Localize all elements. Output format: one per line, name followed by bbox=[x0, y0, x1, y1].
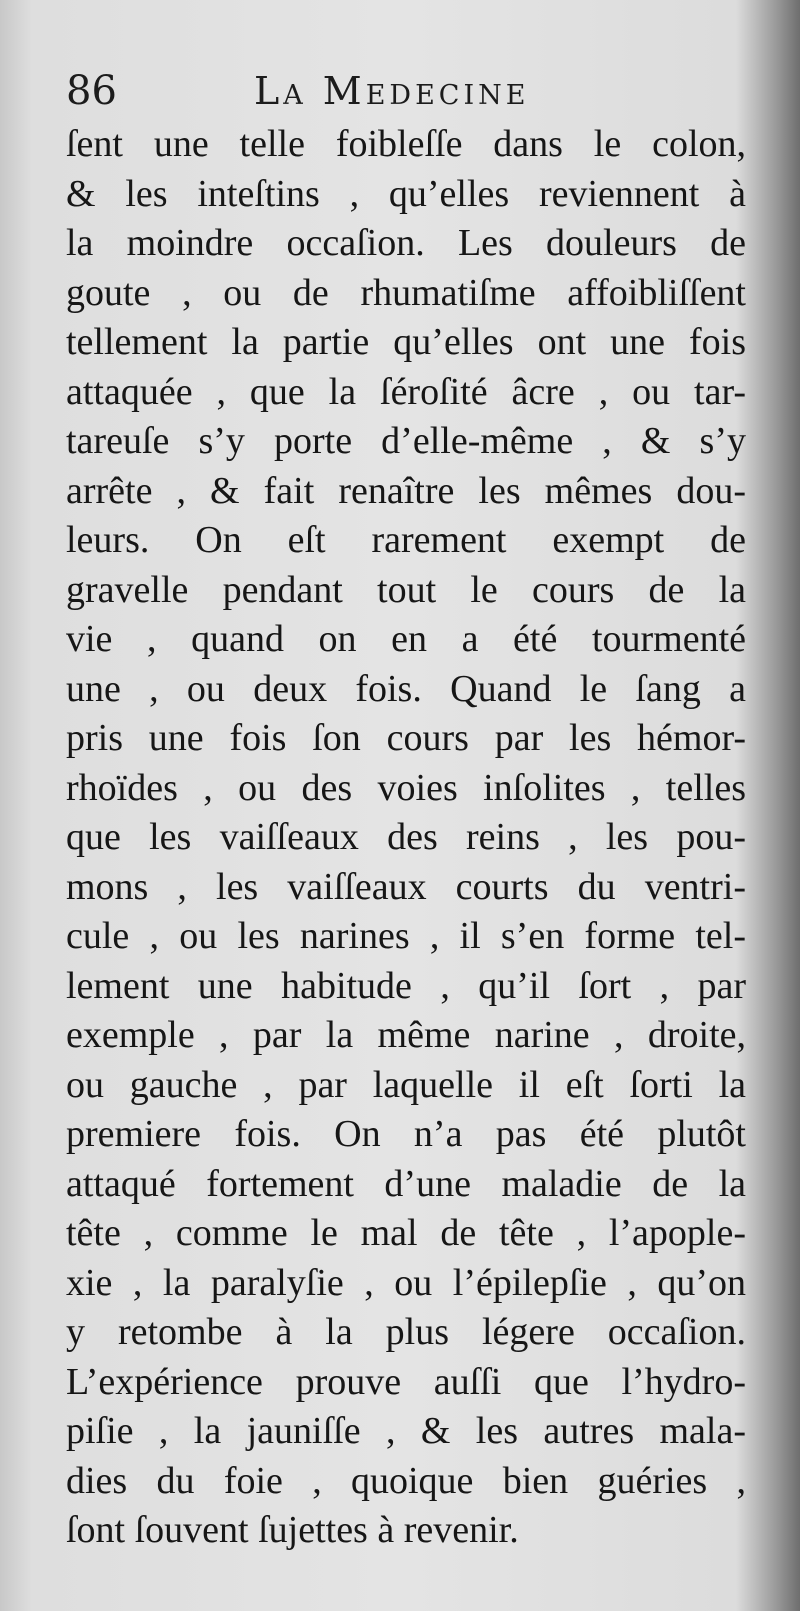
text-line: lement une habitude , qu’il ſort , par bbox=[66, 964, 746, 1007]
page-number: 86 bbox=[66, 68, 117, 114]
text-line: exemple , par la même narine , droite, bbox=[66, 1014, 746, 1056]
text-line: ſont ſouvent ſujettes à revenir. bbox=[66, 1509, 519, 1551]
text-line: mons , les vaiſſeaux courts du ventri- bbox=[66, 865, 746, 908]
text-line: attaquée , que la ſéroſité âcre , ou tar- bbox=[66, 370, 746, 413]
text-line: vie , quand on en a été tourmenté bbox=[66, 618, 746, 660]
text-line: piſie , la jauniſſe , & les autres mala- bbox=[66, 1410, 746, 1452]
text-line: pris une fois ſon cours par les hémor- bbox=[66, 717, 746, 759]
text-line: que les vaiſſeaux des reins , les pou- bbox=[66, 816, 746, 858]
text-line: L’expérience prouve auſſi que l’hydro- bbox=[66, 1360, 746, 1403]
text-line: premiere fois. On n’a pas été plutôt bbox=[66, 1113, 746, 1155]
text-line: une , ou deux fois. Quand le ſang a bbox=[66, 667, 746, 710]
text-line: rhoïdes , ou des voies inſolites , telles bbox=[66, 766, 746, 809]
text-line: la moindre occaſion. Les douleurs de bbox=[66, 222, 746, 264]
text-line: xie , la paralyſie , ou l’épilepſie , qu’on bbox=[66, 1261, 746, 1304]
text-line: tête , comme le mal de tête , l’apople- bbox=[66, 1212, 746, 1254]
text-line: arrête , & fait renaître les mêmes dou- bbox=[66, 469, 746, 512]
text-line: dies du foie , quoique bien guéries , bbox=[66, 1459, 746, 1502]
body-text bbox=[66, 120, 746, 1556]
text-line: gravelle pendant tout le cours de la bbox=[66, 568, 746, 611]
text-line: goute , ou de rhumatiſme affoibliſſent bbox=[66, 271, 746, 314]
page-header bbox=[66, 66, 736, 116]
text-line: & les inteſtins , qu’elles reviennent à bbox=[66, 172, 746, 215]
text-line: ou gauche , par laquelle il eſt ſorti la bbox=[66, 1063, 746, 1106]
running-head: La Medecine bbox=[254, 69, 530, 113]
text-line: y retombe à la plus légere occaſion. bbox=[66, 1311, 746, 1353]
text-line: attaqué fortement d’une maladie de la bbox=[66, 1162, 746, 1205]
text-line: cule , ou les narines , il s’en forme tel- bbox=[66, 915, 746, 957]
text-line: leurs. On eſt rarement exempt de bbox=[66, 519, 746, 561]
text-line: tareuſe s’y porte d’elle-même , & s’y bbox=[66, 420, 746, 462]
text-line: tellement la partie qu’elles ont une fois bbox=[66, 321, 746, 363]
text-line: ſent une telle foibleſſe dans le colon, bbox=[66, 123, 746, 165]
